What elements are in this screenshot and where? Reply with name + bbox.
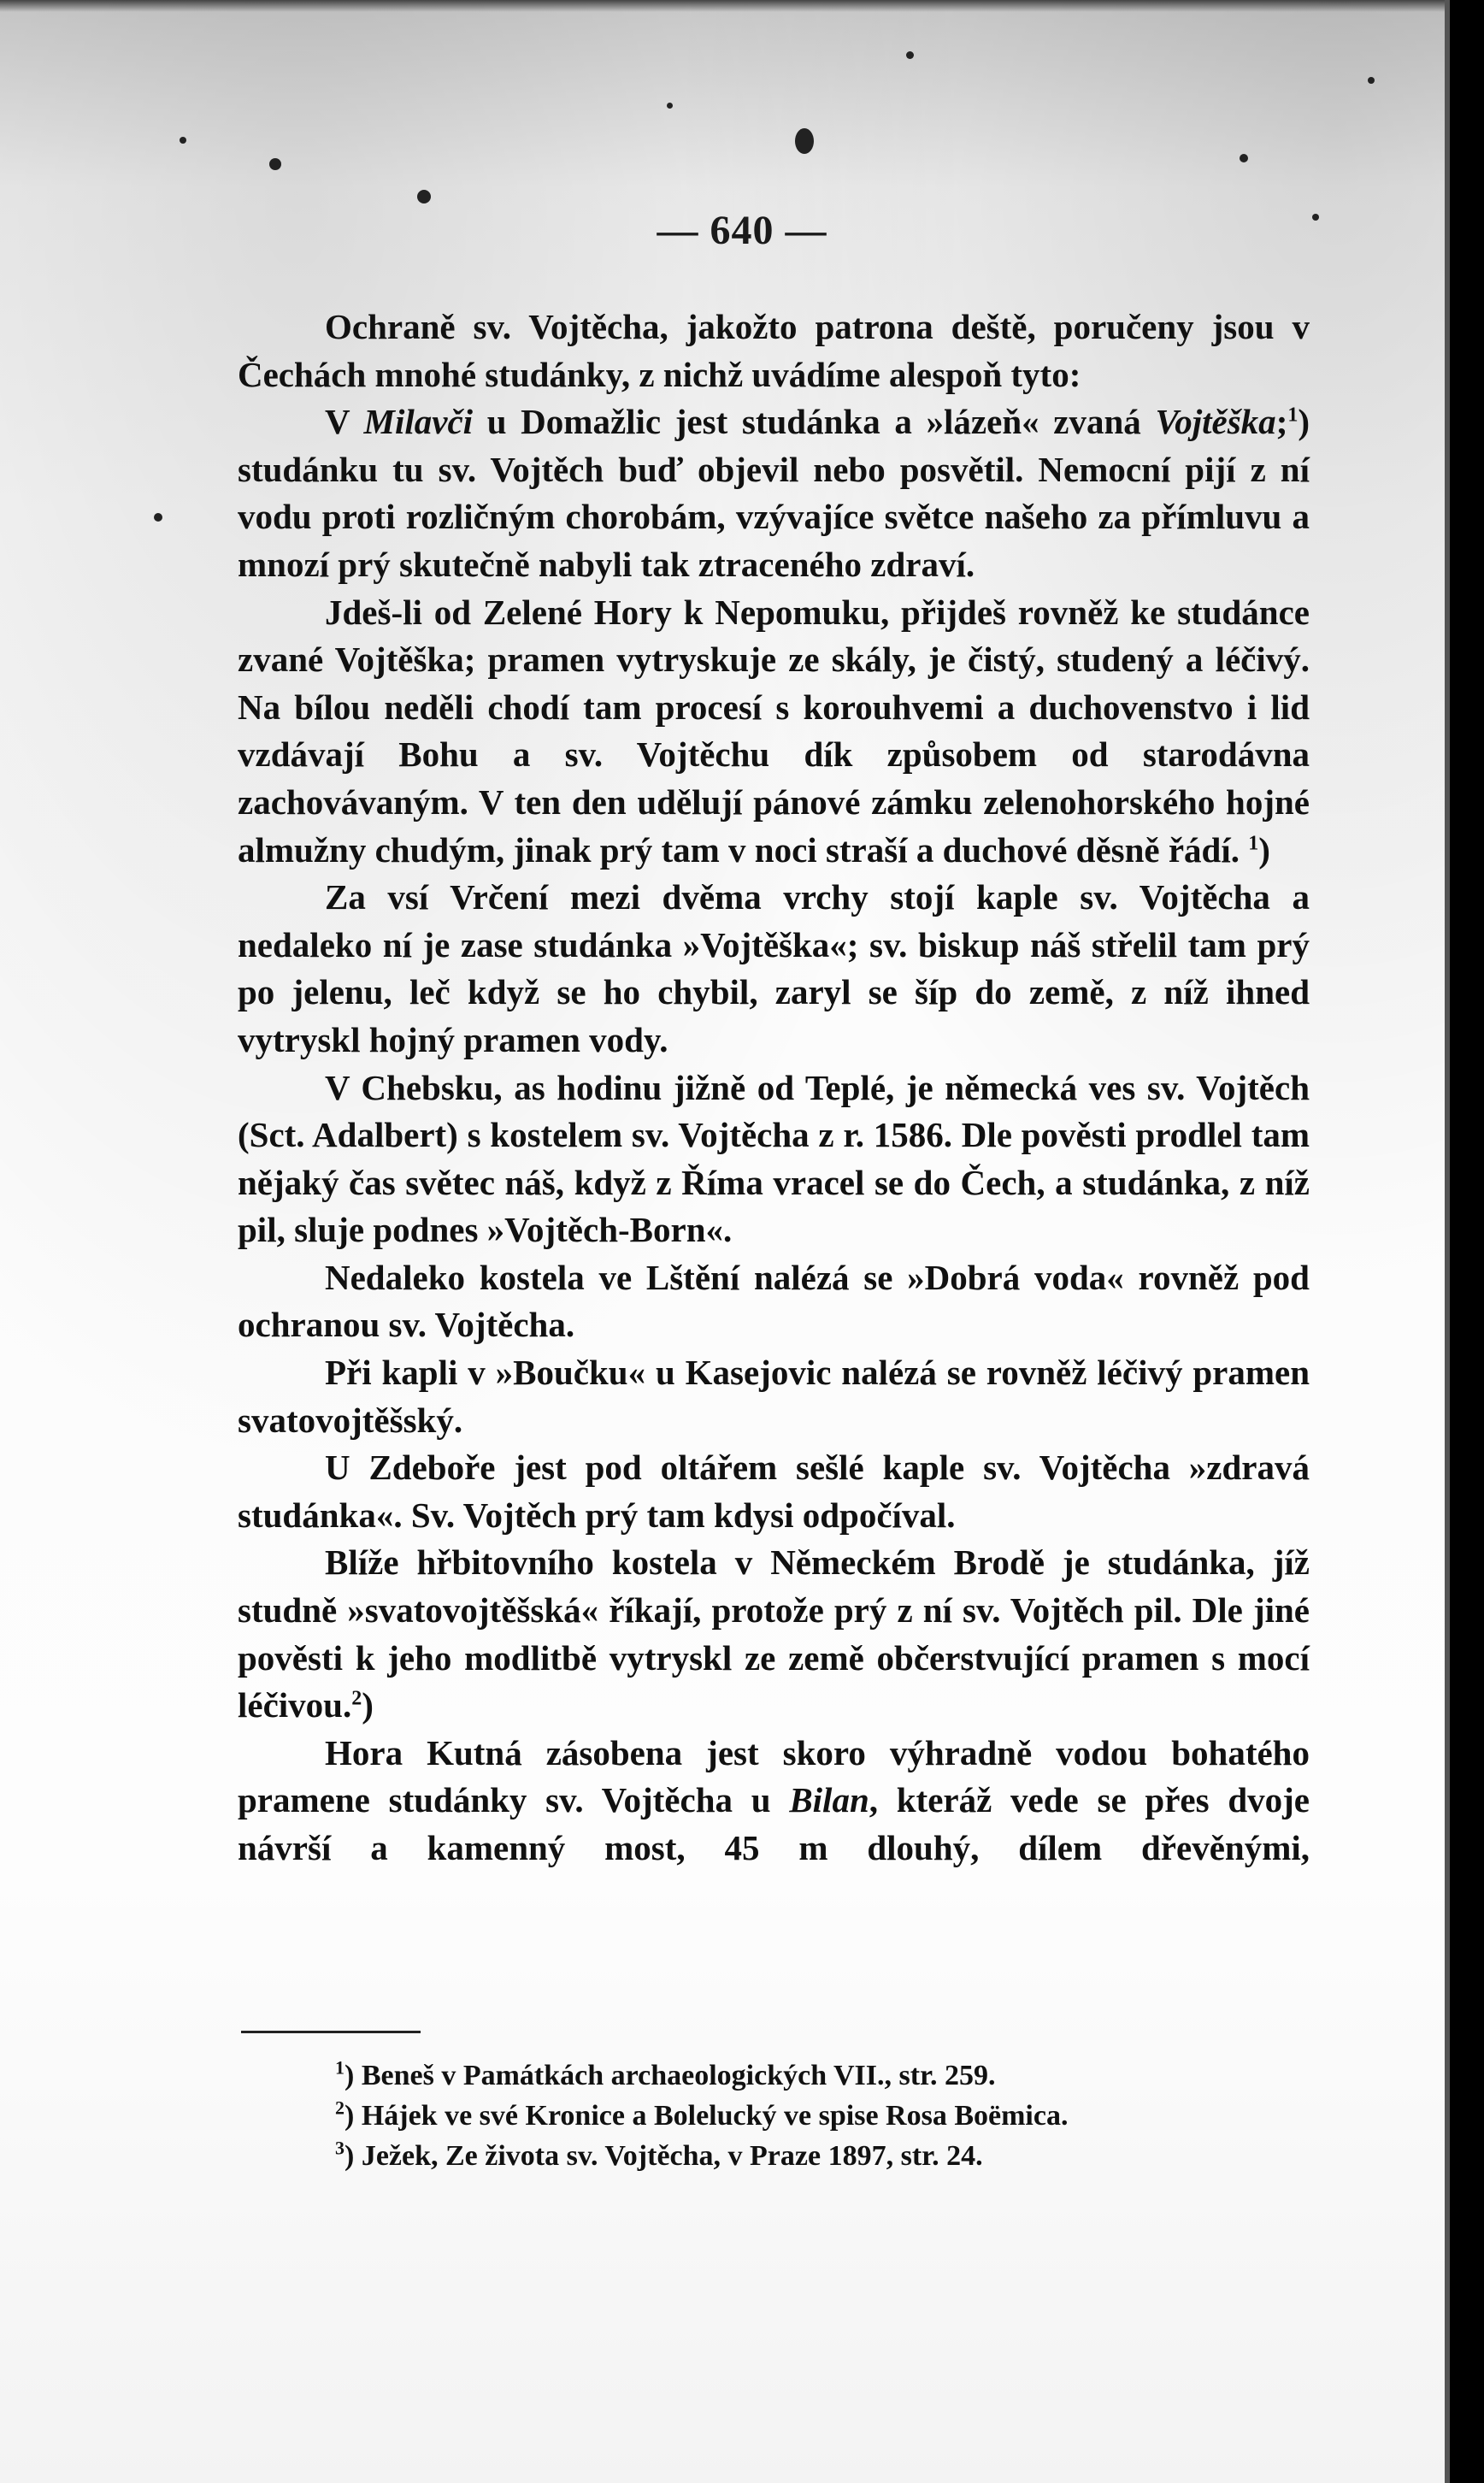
paragraph [238, 1730, 1310, 1873]
scan-speck [154, 513, 162, 522]
footnote-text: ) Hájek ve své Kronice a Bolelucký ve spise Rosa Boëmica. [344, 2100, 1069, 2132]
text-run: Za vsí Vrčení mezi dvěma vrchy stojí kaple sv. Vojtěcha a nedaleko ní je zase studánka »Vojtěška«; sv. biskup náš střelil tam prý po jelenu, leč když se ho chybil, zaryl se šíp do země, z níž ihned vytryskl hojný pramen vody. [238, 877, 1310, 1059]
paragraph [238, 1065, 1310, 1254]
place-name: Vojtěška [1155, 402, 1276, 442]
text-run: U Zdeboře jest pod oltářem sešlé kaple sv. Vojtěcha »zdravá studánka«. Sv. Vojtěch prý tam kdysi odpočíval. [238, 1448, 1310, 1535]
paragraph [238, 1349, 1310, 1444]
footnote-mark: 1 [335, 2056, 344, 2079]
footnote-text: ) Beneš v Památkách archaeologických VII., str. 259. [344, 2060, 996, 2091]
scan-speck [795, 128, 814, 154]
footnotes [335, 2055, 1275, 2176]
text-run: Nedaleko kostela ve Lštění nalézá se »Dobrá voda« rovněž pod ochranou sv. Vojtěcha. [238, 1257, 1310, 1345]
scan-speck [180, 137, 186, 144]
footnote-mark: 2 [335, 2097, 344, 2119]
text-run: Blíže hřbitovního kostela v Německém Brodě je studánka, jíž studně »svatovojtěšská« říkají, protože prý z ní sv. Vojtěch pil. Dle jiné pověsti k jeho modlitbě vytryskl ze země občerstvující pramen s mocí léčivou. [238, 1542, 1310, 1725]
footnote-reference: 2 [351, 1687, 362, 1710]
scan-speck [1368, 77, 1375, 84]
place-name: Bilan [789, 1780, 869, 1820]
paragraph [238, 304, 1310, 398]
text-run: Hora Kutná zásobena jest skoro výhradně vodou bohatého pramene studánky sv. Vojtěcha u [238, 1732, 1310, 1820]
scan-speck [269, 158, 281, 170]
body-text [238, 304, 1310, 1873]
footnote-divider [241, 2031, 421, 2033]
footnote [335, 2136, 1275, 2176]
scan-speck [667, 103, 673, 109]
footnote-text: ) Ježek, Ze života sv. Vojtěcha, v Praze 1897, str. 24. [344, 2140, 983, 2172]
text-run: ) [362, 1685, 374, 1725]
paragraph [238, 398, 1310, 588]
text-run: , kteráž vede se přes dvoje návrší a kamenný most, 45 m dlouhý, dílem dřevěnými, [238, 1780, 1310, 1867]
paragraph [238, 589, 1310, 875]
place-name: Milavči [363, 402, 474, 442]
text-run: Při kapli v »Boučku« u Kasejovic nalézá se rovněž léčivý pramen svatovojtěšský. [238, 1353, 1310, 1440]
footnote [335, 2096, 1275, 2136]
text-run: ) studánku tu sv. Vojtěch buď objevil nebo posvětil. Nemocní pijí z ní vodu proti rozličným chorobám, vzývajíce světce našeho za přímluvu a mnozí prý skutečně nabyli tak ztraceného zdraví. [238, 402, 1310, 584]
text-run: V [325, 402, 364, 442]
text-run: ) [1258, 829, 1270, 870]
paragraph [238, 1444, 1310, 1539]
paragraph [238, 1254, 1310, 1349]
scan-speck [1240, 154, 1248, 162]
scan-speck [417, 190, 431, 203]
footnote-reference: 1 [1287, 404, 1298, 427]
scan-top-shadow [0, 0, 1484, 12]
page-number: — 640 — [657, 208, 827, 253]
scan-speck [906, 51, 914, 59]
text-run: ; [1275, 402, 1288, 442]
paragraph [238, 1539, 1310, 1729]
text-run: V Chebsku, as hodinu jižně od Teplé, je německá ves sv. Vojtěch (Sct. Adalbert) s kostelem sv. Vojtěcha z r. 1586. Dle pověsti prodlel tam nějaký čas světec náš, když z Říma vracel se do Čech, a studánka, z níž pil, sluje podnes »Vojtěch-Born«. [238, 1067, 1310, 1250]
text-run: u Domažlic jest studánka a »lázeň« zvaná [473, 402, 1156, 442]
text-run: Jdeš-li od Zelené Hory k Nepomuku, přijdeš rovněž ke studánce zvané Vojtěška; pramen vytryskuje ze skály, je čistý, studený a léčivý. Na bílou neděli chodí tam procesí s korouhvemi a duchovenstvo i lid vzdávají Bohu a sv. Vojtěchu dík způsobem od starodávna zachovávaným. V ten den udělují pánové zámku zelenohorského hojné almužny chudým, jinak prý tam v noci straší a duchové děsně řádí. [238, 592, 1310, 870]
footnote [335, 2055, 1275, 2096]
paragraph [238, 874, 1310, 1064]
scan-right-border [1450, 0, 1484, 2483]
text-run: Ochraně sv. Vojtěcha, jakožto patrona deště, poručeny jsou v Čechách mnohé studánky, z nichž uvádíme alespoň tyto: [238, 307, 1310, 394]
footnote-reference: 1 [1248, 831, 1259, 854]
footnote-mark: 3 [335, 2137, 344, 2159]
